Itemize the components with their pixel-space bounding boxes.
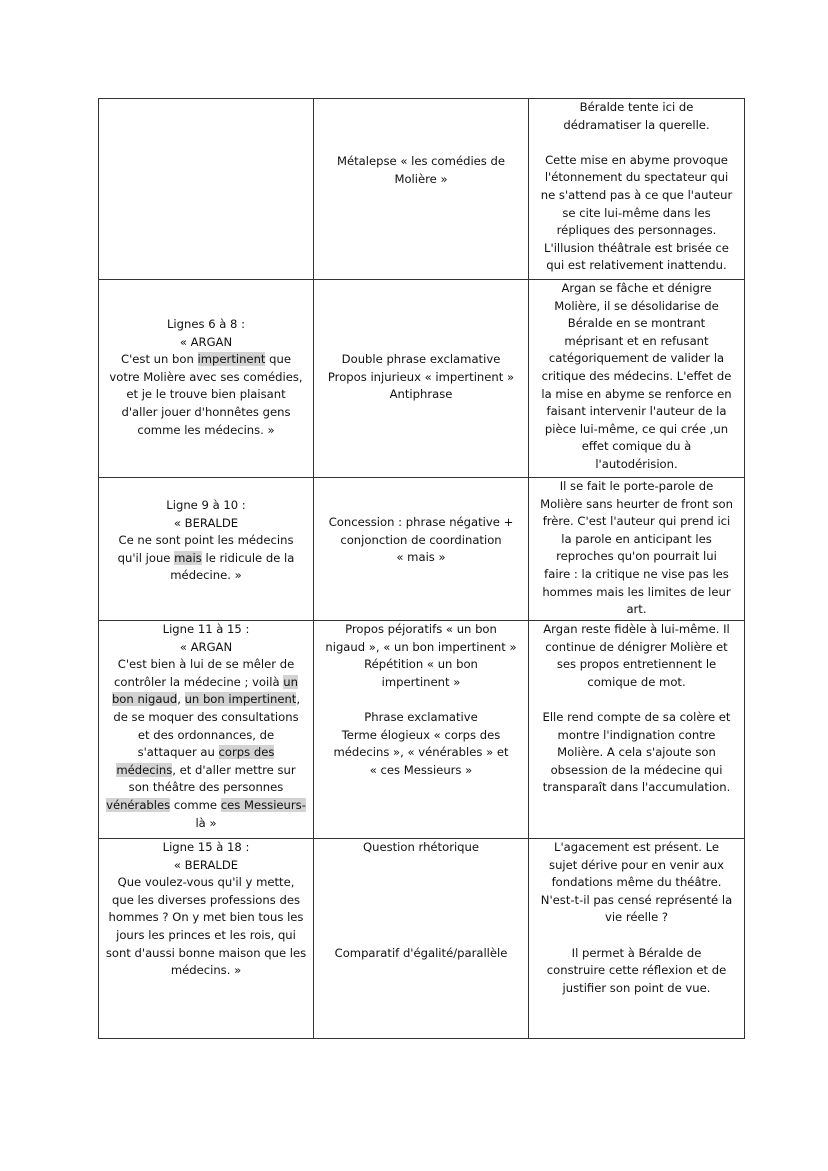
passage-cell — [99, 478, 314, 621]
procede-text: Double phrase exclamative Propos injurieux « impertinent » Antiphrase — [327, 352, 515, 402]
interpretation-text: Argan se fâche et dénigre Molière, il se désolidarise de Béralde en se montrant méprisant et en refusant catégoriquement de valider la critique des médecins. L'effet de la mise en abyme se renforce en faisant intervenir l'auteur de la pièce lui-même, ce qui crée ,un effet comique du à l'autodérision. — [541, 281, 732, 471]
highlight: impertinent — [197, 352, 266, 367]
interpretation-cell — [529, 621, 745, 839]
interpretation-text: Argan reste fidèle à lui-même. Il continue de dénigrer Molière et ses propos entretiennent le comique de mot. Elle rend compte de sa colère et montre l'indignation contre Molière. A cela s'ajoute son obsession de la médecine qui transparaît dans l'accumulation. — [542, 622, 731, 795]
passage-speaker: « ARGAN — [179, 334, 233, 349]
passage-text: votre Molière avec ses comédies, et je le trouve bien plaisant d'aller jouer d'honnêtes gens comme les médecins. » — [109, 369, 303, 437]
procede-cell — [314, 621, 529, 839]
passage-line: là » — [195, 815, 217, 830]
interpretation-cell — [529, 99, 745, 280]
passage-cell — [99, 621, 314, 839]
passage-line: C'est un bon impertinent que — [120, 352, 291, 367]
table-row — [99, 99, 745, 280]
highlight: vénérables — [106, 797, 171, 812]
procede-cell — [314, 839, 529, 1039]
highlight: bon nigaud — [111, 692, 178, 707]
procede-text: Concession : phrase négative + conjonction de coordination « mais » — [328, 515, 514, 565]
passage-cell — [99, 99, 314, 280]
passage-ref: Lignes 6 à 8 : — [166, 317, 246, 331]
passage-line: médecins, et d'aller mettre sur — [116, 762, 296, 777]
passage-cell — [99, 839, 314, 1039]
passage-ref: Ligne 11 à 15 : — [162, 622, 250, 636]
interpretation-cell — [529, 280, 745, 478]
passage-line: vénérables comme ces Messieurs- — [106, 797, 306, 812]
procede-text: Métalepse « les comédies de Molière » — [336, 154, 506, 186]
highlight: ces Messieurs- — [220, 797, 306, 812]
passage-line: et des ordonnances, de — [137, 727, 275, 742]
procede-text: Question rhétorique Comparatif d'égalité/parallèle — [334, 840, 508, 960]
passage-ref: Ligne 9 à 10 : — [166, 498, 246, 512]
highlight: mais — [174, 550, 202, 565]
procede-text: Propos péjoratifs « un bon nigaud », « un bon impertinent » Répétition « un bon impertinent » Phrase exclamative Terme élogieux « corps des médecins », « vénérables » et « ces Messieurs » — [325, 622, 517, 777]
highlight: corps des — [218, 745, 275, 760]
highlight: un bon impertinent — [184, 692, 297, 707]
interpretation-cell — [529, 839, 745, 1039]
procede-cell — [314, 478, 529, 621]
interpretation-cell — [529, 478, 745, 621]
passage-line: médecine. » — [170, 568, 242, 583]
passage-line: bon nigaud, un bon impertinent, — [111, 692, 301, 707]
table-row — [99, 839, 745, 1039]
interpretation-text: Béralde tente ici de dédramatiser la querelle. Cette mise en abyme provoque l'étonnement du spectateur qui ne s'attend pas à ce que l'auteur se cite lui-même dans les répliques des personnages. L'illusion théâtrale est brisée ce qui est relativement inattendu. — [540, 100, 733, 273]
highlight: médecins — [116, 762, 173, 777]
passage-line: s'attaquer au corps des — [137, 745, 275, 760]
analysis-table — [98, 98, 745, 1039]
table-row — [99, 280, 745, 478]
passage-line: son théâtre des personnes — [128, 780, 284, 795]
passage-speaker: « ARGAN — [179, 639, 233, 654]
passage-line: qu'il joue mais le ridicule de la — [117, 550, 295, 565]
procede-cell — [314, 280, 529, 478]
passage-line: Ce ne sont point les médecins — [118, 533, 294, 548]
passage-line: C'est bien à lui de se mêler de — [117, 657, 295, 672]
passage-line: de se moquer des consultations — [113, 709, 299, 724]
passage-line: contrôler la médecine ; voilà un — [114, 674, 298, 689]
table-row — [99, 621, 745, 839]
passage-text: Ligne 15 à 18 : « BERALDE Que voulez-vous qu'il y mette, que les diverses professions des hommes ? On y met bien tous les jours les princes et les rois, qui sont d'aussi bonne maison que les médecins. » — [105, 840, 307, 978]
highlight: un — [283, 674, 298, 689]
interpretation-text: L'agacement est présent. Le sujet dérive pour en venir aux fondations même du théâtre. N'est-t-il pas censé représenté la vie réelle ? Il permet à Béralde de construire cette réflexion et de justifier son point de vue. — [540, 840, 733, 995]
passage-cell — [99, 280, 314, 478]
passage-speaker: « BERALDE — [173, 515, 239, 530]
table-row — [99, 478, 745, 621]
interpretation-text: Il se fait le porte-parole de Molière sans heurter de front son frère. C'est l'auteur qui prend ici la parole en anticipant les reproches qu'on pourrait lui faire : la critique ne vise pas les hommes mais les limites de leur art. — [540, 479, 733, 617]
procede-cell — [314, 99, 529, 280]
